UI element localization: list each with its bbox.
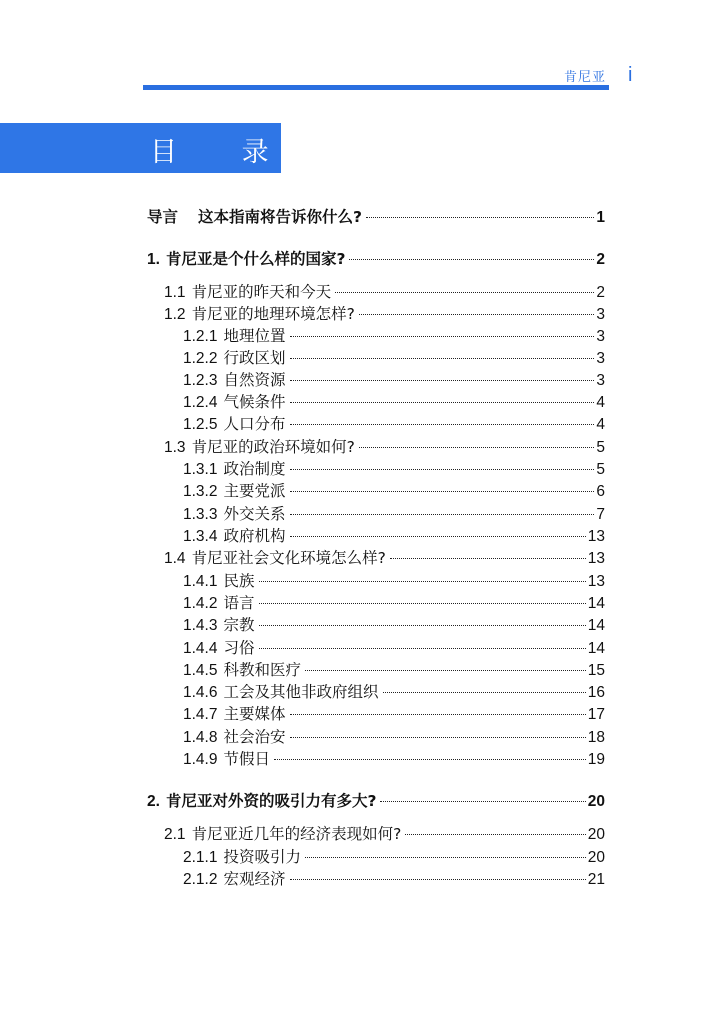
toc-entry-page: 20 (587, 793, 605, 810)
toc-leader-dots (290, 714, 586, 715)
toc-entry-title: 宏观经济 (223, 870, 286, 888)
toc-entry-title: 政府机构 (223, 527, 286, 545)
toc-entry-title: 肯尼亚社会文化环境怎么样? (191, 549, 386, 567)
toc-entry-number: 2. (147, 793, 160, 810)
toc-entry-page: 14 (587, 595, 605, 612)
toc-entry-title: 主要党派 (223, 482, 286, 500)
toc-entry-number: 1.4 (164, 550, 186, 567)
toc-entry-page: 4 (596, 394, 605, 411)
toc-entry-title: 投资吸引力 (223, 848, 301, 866)
toc-entry-page: 7 (596, 506, 605, 523)
toc-entry-page: 3 (596, 372, 605, 389)
toc-entry-number: 1.2.3 (183, 372, 218, 389)
toc-entry-title: 科教和医疗 (223, 661, 301, 679)
toc-entry-title: 肯尼亚的政治环境如何? (191, 438, 355, 456)
toc-entry-number: 1.4.7 (183, 706, 218, 723)
toc-entry[interactable] (183, 325, 605, 347)
toc-leader-dots (405, 834, 585, 835)
toc-entry-page: 2 (596, 251, 605, 268)
toc-entry[interactable] (164, 303, 605, 325)
toc-entry[interactable] (183, 458, 605, 480)
toc-leader-dots (290, 491, 595, 492)
toc-entry[interactable] (183, 391, 605, 413)
toc-entry-page: 5 (596, 439, 605, 456)
toc-entry[interactable] (183, 659, 605, 681)
toc-entry-page: 13 (587, 573, 605, 590)
toc-entry[interactable] (183, 726, 605, 748)
toc-leader-dots (390, 558, 586, 559)
toc-entry-page: 18 (587, 729, 605, 746)
toc-entry-page: 16 (587, 684, 605, 701)
toc-entry[interactable] (183, 413, 605, 435)
toc-entry-page: 14 (587, 617, 605, 634)
toc-leader-dots (290, 336, 595, 337)
toc-entry-number: 1.4.5 (183, 662, 218, 679)
toc-entry-number: 1.2.2 (183, 350, 218, 367)
toc-entry[interactable] (183, 748, 605, 770)
running-header-title: 肯尼亚 (563, 70, 606, 85)
toc-entry[interactable] (183, 525, 605, 547)
toc-entry-page: 4 (596, 416, 605, 433)
toc-entry-title: 肯尼亚的地理环境怎样? (191, 305, 355, 323)
toc-entry-number: 1.3.1 (183, 461, 218, 478)
toc-entry[interactable] (147, 248, 605, 270)
toc-entry[interactable] (164, 281, 605, 303)
toc-entry-number: 1.2.1 (183, 328, 218, 345)
toc-entry-page: 2 (596, 284, 605, 301)
toc-entry-page: 15 (587, 662, 605, 679)
toc-entry[interactable] (164, 547, 605, 569)
toc-entry-title: 这本指南将告诉你什么? (198, 208, 363, 226)
toc-entry-page: 1 (596, 209, 605, 226)
toc-leader-dots (359, 314, 595, 315)
toc-leader-dots (290, 737, 586, 738)
toc-leader-dots (290, 358, 595, 359)
toc-banner-title: 目 录 (150, 137, 297, 168)
toc-leader-dots (290, 514, 595, 515)
toc-entry[interactable] (183, 570, 605, 592)
toc-leader-dots (380, 801, 585, 802)
toc-leader-dots (290, 879, 586, 880)
toc-entry-number: 1.3 (164, 439, 186, 456)
toc-entry-page: 20 (587, 826, 605, 843)
toc-entry[interactable] (183, 347, 605, 369)
toc-entry-number: 1.4.8 (183, 729, 218, 746)
toc-entry[interactable] (147, 790, 605, 812)
toc-entry[interactable] (183, 480, 605, 502)
toc-entry-title: 地理位置 (223, 327, 286, 345)
toc-entry-title: 宗教 (223, 616, 255, 634)
toc-leader-dots (335, 292, 594, 293)
toc-entry-title: 主要媒体 (223, 705, 286, 723)
toc-entry-number: 2.1.2 (183, 871, 218, 888)
toc-entry-number: 1.4.1 (183, 573, 218, 590)
toc-entry-page: 13 (587, 550, 605, 567)
toc-entry-title: 语言 (223, 594, 255, 612)
toc-entry[interactable] (164, 823, 605, 845)
toc-entry-number: 1.2 (164, 306, 186, 323)
toc-leader-dots (359, 447, 595, 448)
toc-entry[interactable] (183, 503, 605, 525)
page-number: i (628, 64, 633, 86)
toc-leader-dots (305, 670, 586, 671)
toc-entry-page: 20 (587, 849, 605, 866)
toc-entry-title: 肯尼亚对外资的吸引力有多大? (165, 792, 377, 810)
toc-leader-dots (290, 424, 595, 425)
toc-entry-title: 民族 (223, 572, 255, 590)
toc-leader-dots (259, 648, 586, 649)
toc-entry[interactable] (183, 846, 605, 868)
toc-entry[interactable] (183, 592, 605, 614)
toc-entry-title: 社会治安 (223, 728, 286, 746)
toc-entry-title: 自然资源 (223, 371, 286, 389)
toc-entry[interactable] (164, 436, 605, 458)
toc-leader-dots (259, 603, 586, 604)
toc-leader-dots (290, 469, 595, 470)
toc-entry-page: 6 (596, 483, 605, 500)
toc-leader-dots (349, 259, 594, 260)
toc-leader-dots (259, 625, 586, 626)
toc-entry[interactable] (147, 206, 605, 228)
toc-entry-number: 1.4.2 (183, 595, 218, 612)
header-rule (143, 85, 609, 90)
toc-entry[interactable] (183, 703, 605, 725)
toc-leader-dots (305, 857, 586, 858)
toc-entry-title: 人口分布 (223, 415, 286, 433)
toc-entry-number: 1.4.3 (183, 617, 218, 634)
toc-entry[interactable] (183, 868, 605, 890)
toc-leader-dots (274, 759, 586, 760)
toc-entry-number: 1.4.4 (183, 640, 218, 657)
toc-entry-number: 1.1 (164, 284, 186, 301)
toc-leader-dots (290, 536, 586, 537)
toc-entry-page: 19 (587, 751, 605, 768)
toc-entry-page: 3 (596, 328, 605, 345)
toc-entry-number: 2.1 (164, 826, 186, 843)
toc-entry-number: 1. (147, 251, 160, 268)
toc-entry-page: 17 (587, 706, 605, 723)
toc-entry-number: 1.2.5 (183, 416, 218, 433)
toc-leader-dots (290, 380, 595, 381)
toc-entry-title: 肯尼亚的昨天和今天 (191, 283, 332, 301)
toc-entry-page: 5 (596, 461, 605, 478)
toc-leader-dots (383, 692, 586, 693)
toc-entry-number: 1.2.4 (183, 394, 218, 411)
toc-entry-page: 14 (587, 640, 605, 657)
toc-entry-title: 节假日 (223, 750, 270, 768)
toc-leader-dots (259, 581, 586, 582)
toc-entry-title: 习俗 (223, 639, 255, 657)
toc-entry-number: 导言 (147, 209, 179, 226)
toc-entry-number: 1.4.9 (183, 751, 218, 768)
toc-entry[interactable] (183, 369, 605, 391)
toc-entry[interactable] (183, 614, 605, 636)
toc-entry[interactable] (183, 637, 605, 659)
toc-entry-title: 政治制度 (223, 460, 286, 478)
toc-entry-page: 3 (596, 350, 605, 367)
toc-entry-title: 外交关系 (223, 505, 286, 523)
toc-entry-page: 13 (587, 528, 605, 545)
toc-entry-title: 肯尼亚近几年的经济表现如何? (191, 825, 402, 843)
toc-entry[interactable] (183, 681, 605, 703)
toc-entry-page: 3 (596, 306, 605, 323)
toc-leader-dots (366, 217, 594, 218)
toc-entry-number: 1.3.2 (183, 483, 218, 500)
toc-entry-number: 1.4.6 (183, 684, 218, 701)
toc-entry-title: 气候条件 (223, 393, 286, 411)
toc-entry-number: 1.3.4 (183, 528, 218, 545)
toc-entry-title: 行政区划 (223, 349, 286, 367)
toc-leader-dots (290, 402, 595, 403)
toc-entry-title: 工会及其他非政府组织 (223, 683, 379, 701)
toc-entry-number: 2.1.1 (183, 849, 218, 866)
toc-entry-page: 21 (587, 871, 605, 888)
toc-entry-title: 肯尼亚是个什么样的国家? (165, 250, 346, 268)
toc-entry-number: 1.3.3 (183, 506, 218, 523)
